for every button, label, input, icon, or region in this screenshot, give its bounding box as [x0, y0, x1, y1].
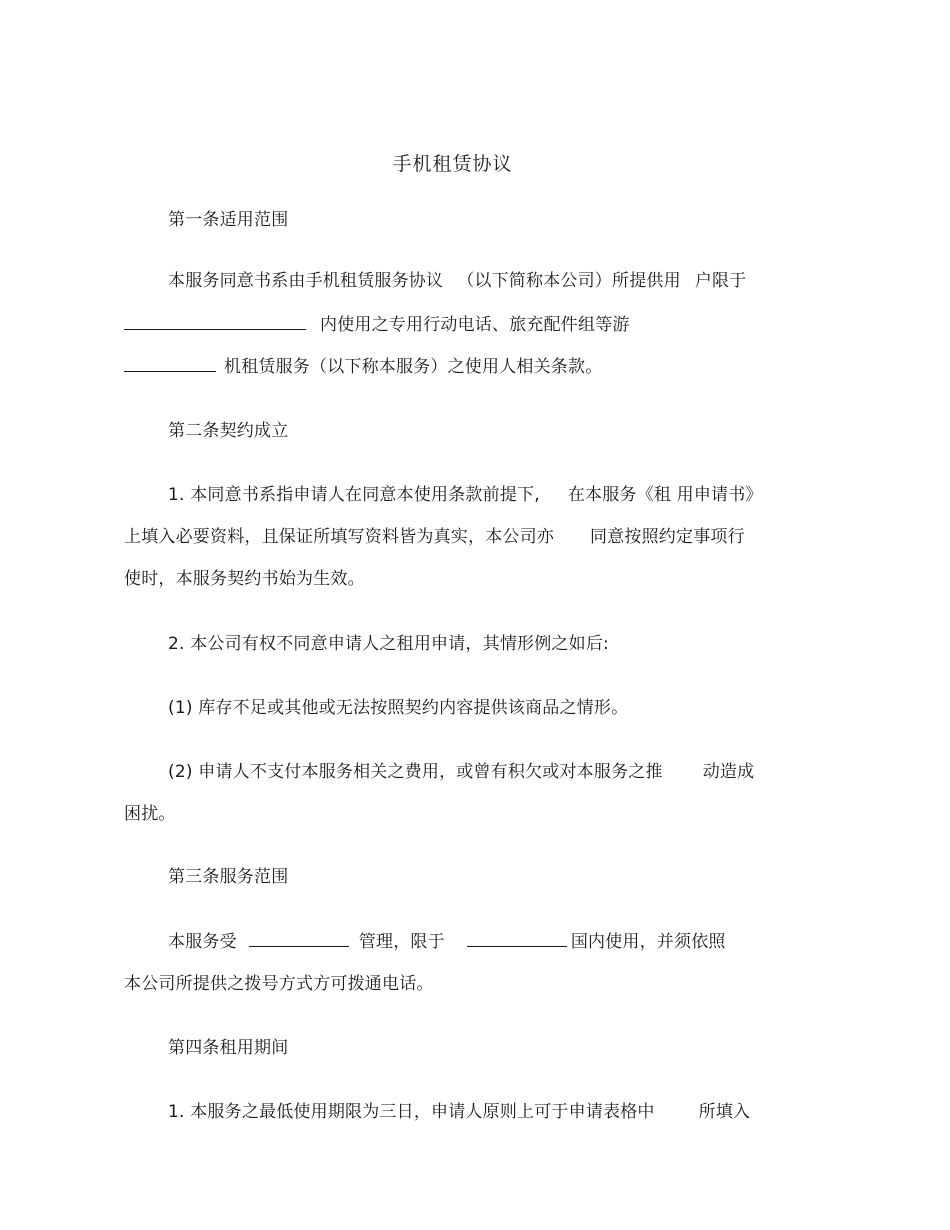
- article-2-text: 动造成: [702, 762, 755, 782]
- article-4-text: 所填入: [698, 1102, 751, 1122]
- article-1-line-1: [168, 270, 746, 292]
- fill-in-blank[interactable]: [124, 313, 306, 330]
- article-2-item-2: 2. 本公司有权不同意申请人之租用申请，其情形例之如后:: [168, 634, 609, 654]
- article-3-text: 国内使用，并须依照: [570, 932, 726, 952]
- article-2-sub-item-2-line-1: [168, 761, 754, 783]
- article-3-line-1: [168, 930, 726, 953]
- article-4-text: 1. 本服务之最低使用期限为三日，申请人原则上可于申请表格中: [168, 1102, 655, 1122]
- article-1-line-2: [124, 313, 630, 336]
- article-4-heading: 第四条租用期间: [168, 1038, 289, 1058]
- article-1-text: 机租赁服务（以下称本服务）之使用人相关条款。: [224, 357, 603, 377]
- article-2-text: 在本服务《租 用申请书》: [567, 485, 763, 505]
- article-1-text: （以下简称本公司）所提供用: [457, 271, 681, 291]
- article-2-item-1-line-1: [168, 484, 763, 506]
- article-2-text: (2) 申请人不支付本服务相关之费用，或曾有积欠或对本服务之推: [168, 762, 663, 782]
- document-title: 手机租赁协议: [392, 153, 513, 175]
- article-2-heading: 第二条契约成立: [168, 421, 289, 441]
- article-3-text: 管理，限于: [358, 932, 445, 952]
- article-2-sub-item-1: (1) 库存不足或其他或无法按照契约内容提供该商品之情形。: [168, 698, 629, 718]
- article-1-text: 内使用之专用行动电话、旅充配件组等游: [320, 315, 630, 335]
- article-2-sub-item-2-line-2: 困扰。: [124, 804, 176, 824]
- article-2-text: 1. 本同意书系指申请人在同意本使用条款前提下,: [168, 485, 540, 505]
- article-3-line-2: 本公司所提供之拨号方式方可拨通电话。: [124, 974, 434, 994]
- article-1-line-3: [124, 355, 602, 378]
- fill-in-blank[interactable]: [249, 930, 349, 947]
- article-3-text: 本服务受: [168, 932, 237, 952]
- fill-in-blank[interactable]: [124, 355, 216, 372]
- article-2-item-1-line-2: [124, 526, 745, 548]
- article-2-text: 上填入必要资料，且保证所填写资料皆为真实，本公司亦: [124, 527, 554, 547]
- article-1-text: 户限于: [694, 271, 747, 291]
- article-3-heading: 第三条服务范围: [168, 867, 289, 887]
- article-2-text: 同意按照约定事项行: [590, 527, 745, 547]
- article-1-text: 本服务同意书系由手机租赁服务协议: [168, 271, 444, 291]
- article-4-item-1-line-1: [168, 1101, 750, 1123]
- article-1-heading: 第一条适用范围: [168, 210, 289, 230]
- article-2-item-1-line-3: 使时，本服务契约书始为生效。: [124, 569, 365, 589]
- fill-in-blank[interactable]: [467, 930, 567, 947]
